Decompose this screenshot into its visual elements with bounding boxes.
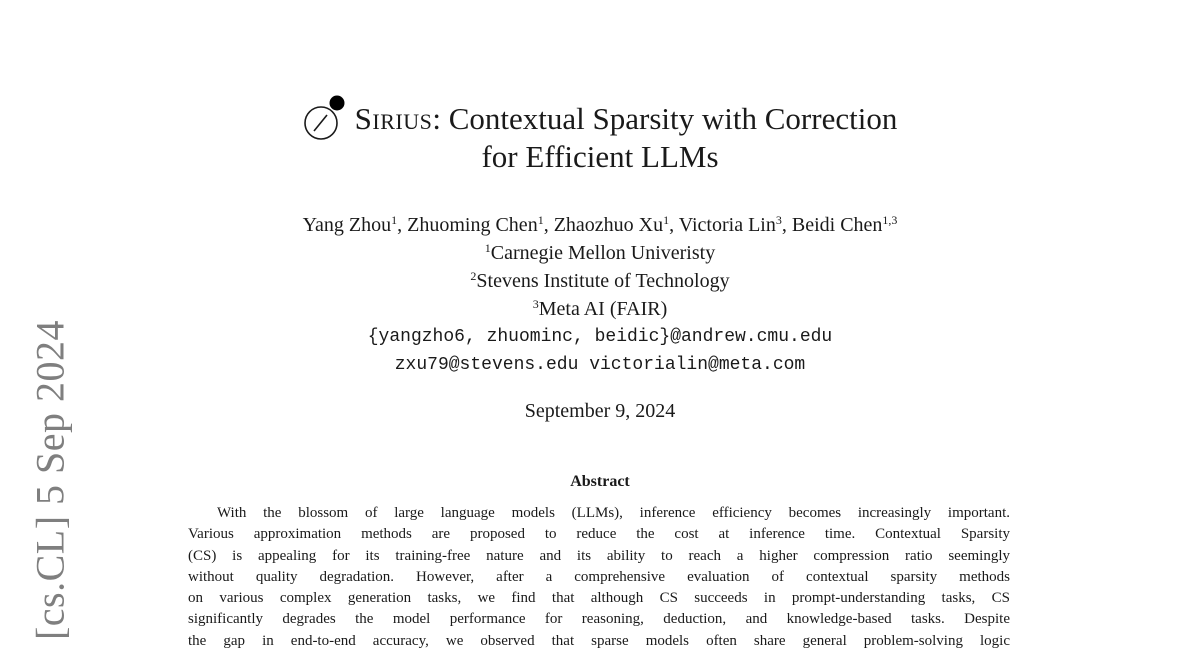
email-line-1: {yangzho6, zhuominc, beidic}@andrew.cmu.edu [367, 327, 833, 347]
author-block [0, 211, 1200, 379]
affiliation-1 [0, 239, 1200, 267]
abstract-line: on various complex generation tasks, we find that although CS succeeds in prompt-understanding tasks, CS [188, 590, 1010, 607]
paper-title [0, 100, 1200, 176]
title-name: Sirius [354, 101, 433, 136]
affiliation-name: Carnegie Mellon Univeristy [490, 242, 716, 264]
affiliation-2 [0, 267, 1200, 295]
author-name: Zhaozhuo Xu [553, 214, 664, 236]
publication-date: September 9, 2024 [524, 400, 676, 422]
affiliation-name: Stevens Institute of Technology [476, 270, 730, 292]
title-line-1 [0, 100, 1200, 138]
arxiv-identifier-stamp: [cs.CL] 5 Sep 2024 [27, 319, 73, 641]
author-affiliation-mark: 1 [663, 213, 670, 227]
author-name: Zhuoming Chen [407, 214, 538, 236]
title-line1-rest: : Contextual Sparsity with Correction [432, 101, 898, 136]
author-affiliation-mark: 1 [391, 213, 398, 227]
abstract-line: (CS) is appealing for its training-free nature and its ability to reach a higher compression ratio seemingly [188, 547, 1010, 564]
abstract-line: without quality degradation. However, after a comprehensive evaluation of contextual sparsity methods [188, 568, 1010, 585]
author-name: Victoria Lin [678, 214, 776, 236]
affiliation-number: 2 [470, 269, 477, 283]
abstract-heading: Abstract [570, 473, 630, 490]
author-affiliation-mark: 3 [775, 213, 782, 227]
affiliation-name: Meta AI (FAIR) [538, 298, 668, 320]
title-line-2: for Efficient LLMs [481, 139, 719, 174]
author-affiliation-mark: 1 [537, 213, 544, 227]
abstract-body [188, 503, 1010, 652]
abstract-line: the gap in end-to-end accuracy, we observed that sparse models often share general problem-solving logic [188, 632, 1010, 649]
author-list: Yang Zhou$^1$, Zhuoming Chen$^1$, Zhaozhuo Xu$^1$, Victoria Lin$^3$, Beidi Chen$^{1,3}$ [302, 213, 898, 236]
author-affiliation-mark: 1,3 [882, 213, 898, 227]
email-meta: victorialin@meta.com [589, 355, 806, 375]
abstract-line: significantly degrades the model performance for reasoning, deduction, and knowledge-based tasks. Despite [188, 611, 1010, 628]
abstract-line: With the blossom of large language models (LLMs), inference efficiency becomes increasingly important. [217, 505, 1010, 521]
email-stevens: zxu79@stevens.edu [394, 355, 579, 375]
author-name: Beidi Chen [791, 214, 883, 236]
author-name: Yang Zhou [302, 214, 392, 236]
affiliation-3 [0, 295, 1200, 323]
affiliation-number: 3 [532, 297, 539, 311]
email-line-2 [0, 351, 1200, 379]
sirius-logo-icon [303, 94, 349, 142]
abstract-line: Various approximation methods are proposed to reduce the cost at inference time. Contextual Sparsity [188, 526, 1010, 543]
affiliation-number: 1 [484, 241, 491, 255]
